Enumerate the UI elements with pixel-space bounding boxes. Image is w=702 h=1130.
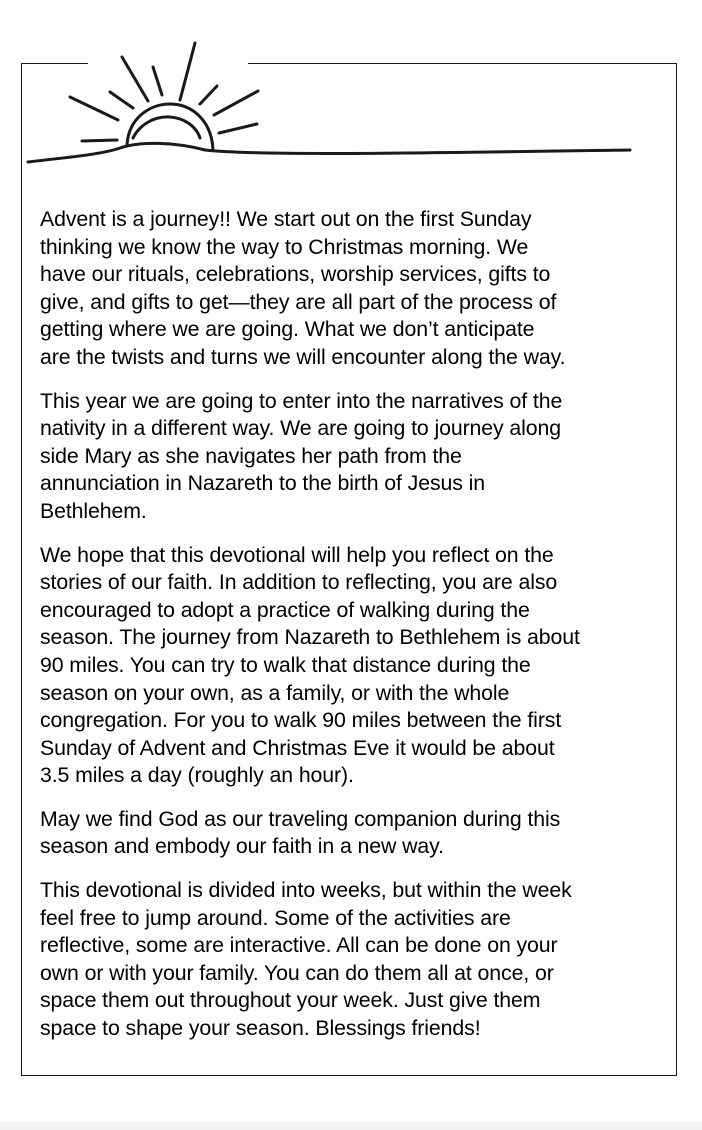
page-bottom-margin	[0, 1122, 702, 1130]
paragraph-advent-journey: Advent is a journey!! We start out on the first Sunday thinking we know the way to Christmas morning. We have our rituals, celebrations, worship services, gifts to give, and gifts to get—they are all part of the process of getting where we are going. What we don’t anticipate are the twists and turns we will encounter along the way.	[40, 207, 566, 369]
sun-ray	[70, 97, 118, 120]
sun-ray	[219, 124, 257, 133]
frame-gap	[88, 58, 248, 68]
sunrise-icon	[0, 0, 702, 180]
sun-ray	[214, 91, 258, 115]
sun-ray	[200, 86, 217, 104]
sun-inner-arc	[133, 117, 200, 138]
paragraph-how-to-use: This devotional is divided into weeks, but within the week feel free to jump around. Some of the activities are reflective, some are interactive. All can be done on your own or with your family. You can do them all at once, or space them out throughout your week. Just give them space to shape your season. Blessings friends!	[40, 878, 572, 1041]
sun-ray	[153, 67, 162, 95]
sun-ray	[110, 92, 133, 108]
sun-ray	[180, 43, 195, 100]
paragraph-nativity-narratives: This year we are going to enter into the narratives of the nativity in a different way. We are going to journey along side Mary as she navigates her path from the annunciation in Nazareth to the birth of Jesus in Bethlehem.	[40, 388, 563, 523]
sun-ray	[82, 140, 117, 141]
paragraph-walking-practice: We hope that this devotional will help you reflect on the stories of our faith. In addition to reflecting, you are also encouraged to adopt a practice of walking during the season. The journey from Nazareth to Bethlehem is about 90 miles. You can try to walk that distance during the season on your own, as a family, or with the whole congregation. For you to walk 90 miles between the first Sunday of Advent and Christmas Eve it would be about 3.5 miles a day (roughly an hour).	[40, 542, 580, 788]
devotional-intro-text	[40, 206, 668, 1059]
horizon-line	[28, 143, 630, 162]
paragraph-traveling-companion: May we find God as our traveling companion during this season and embody our faith in a new way.	[40, 806, 561, 859]
